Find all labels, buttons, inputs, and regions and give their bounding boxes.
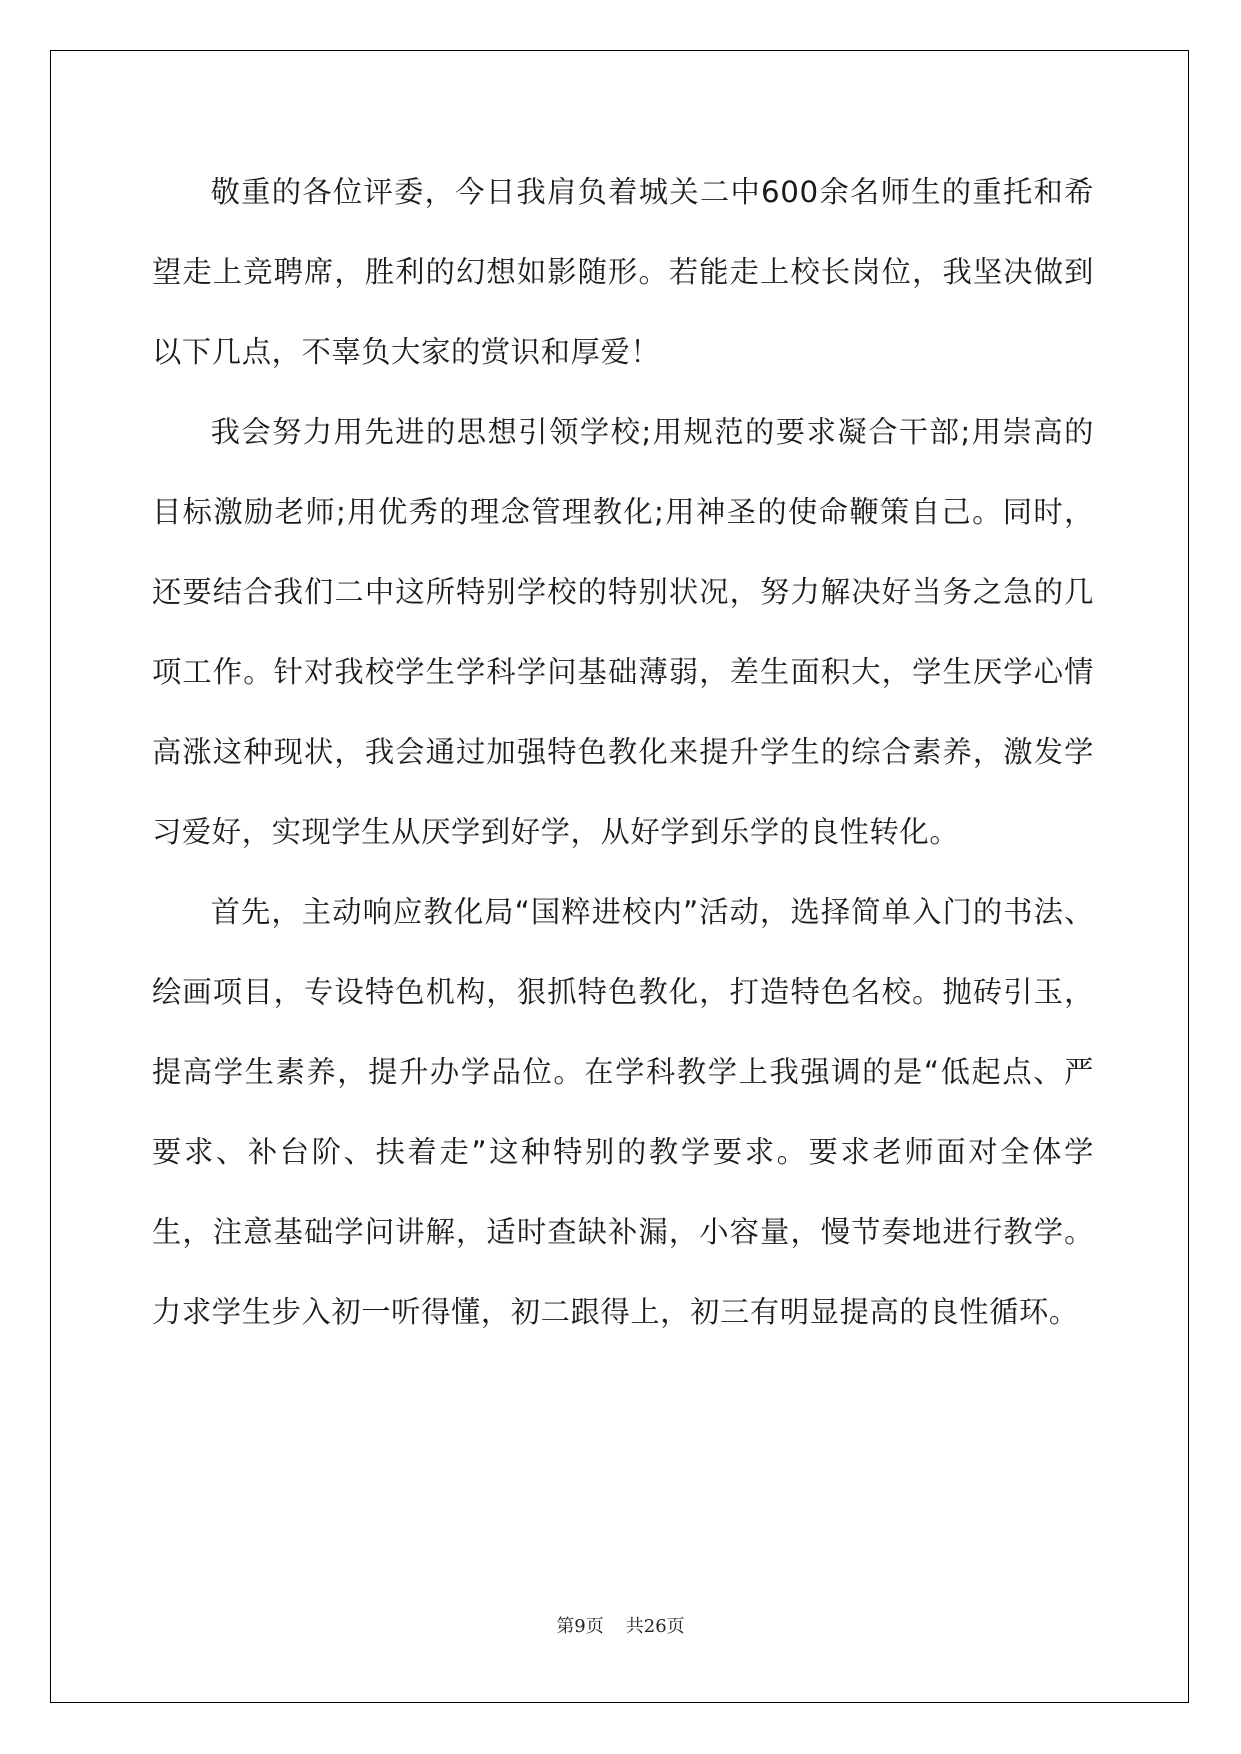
paragraph-intro: 敬重的各位评委，今日我肩负着城关二中600余名师生的重托和希望走上竞聘席，胜利的幻想如影随形。若能走上校长岗位，我坚决做到以下几点，不辜负大家的赏识和厚爱！	[152, 175, 1094, 369]
document-body	[152, 152, 1094, 1352]
paragraph-plan: 我会努力用先进的思想引领学校;用规范的要求凝合干部;用崇高的目标激励老师;用优秀的理念管理教化;用神圣的使命鞭策自己。同时，还要结合我们二中这所特别学校的特别状况，努力解决好当务之急的几项工作。针对我校学生学科学问基础薄弱，差生面积大，学生厌学心情高涨这种现状，我会通过加强特色教化来提升学生的综合素养，激发学习爱好，实现学生从厌学到好学，从好学到乐学的良性转化。	[152, 415, 1094, 849]
page-number: 第9页	[556, 1616, 604, 1637]
paragraph-measures: 首先，主动响应教化局“国粹进校内”活动，选择简单入门的书法、绘画项目，专设特色机构，狠抓特色教化，打造特色名校。抛砖引玉，提高学生素养，提升办学品位。在学科教学上我强调的是“低起点、严要求、补台阶、扶着走”这种特别的教学要求。要求老师面对全体学生，注意基础学问讲解，适时查缺补漏，小容量，慢节奏地进行教学。力求学生步入初一听得懂，初二跟得上，初三有明显提高的良性循环。	[152, 895, 1094, 1329]
page-total: 共26页	[625, 1616, 685, 1637]
page-footer	[0, 1612, 1241, 1638]
